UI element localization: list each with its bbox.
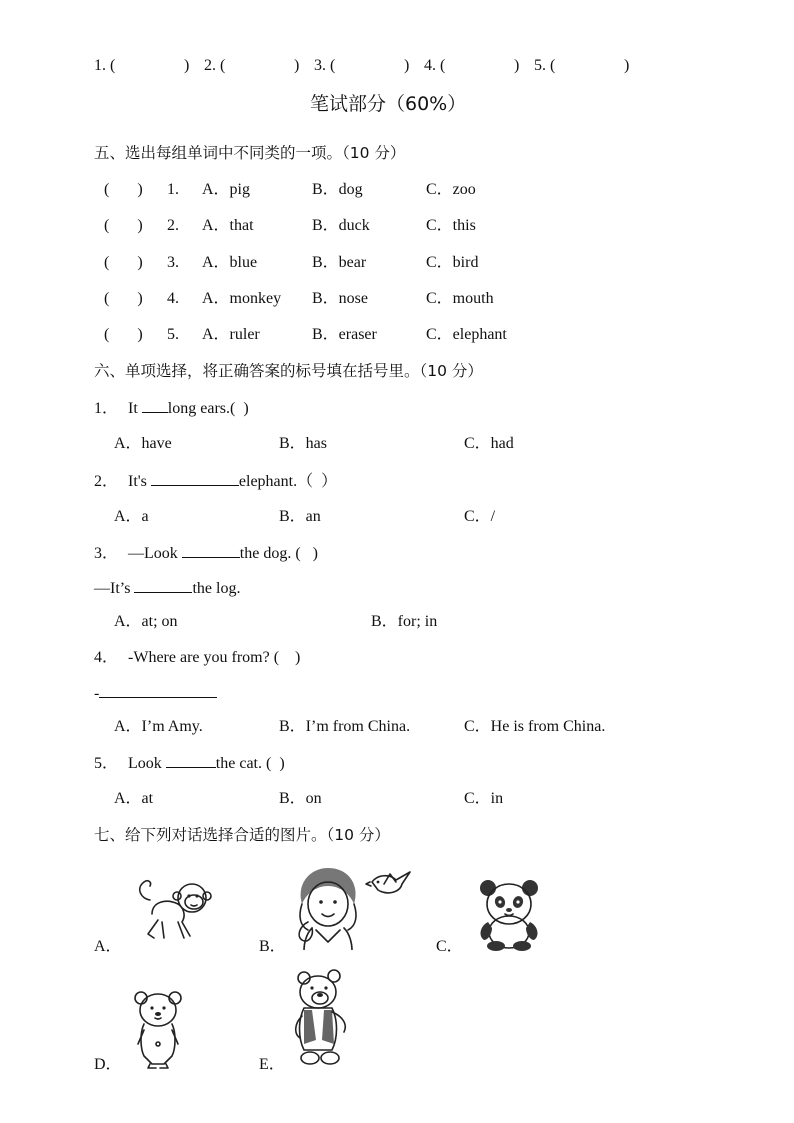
- item-number: 2.: [167, 217, 179, 234]
- picture-label-a: A．: [94, 938, 122, 955]
- picture-label-e: E．: [259, 1056, 285, 1073]
- answer-paren: ( ): [104, 254, 143, 271]
- reply-dash: -: [94, 685, 100, 702]
- answer-3-close: ): [404, 57, 410, 74]
- answer-5-open: 5. (: [534, 57, 556, 74]
- option-b: B．an: [279, 508, 321, 525]
- answer-4-open: 4. (: [424, 57, 446, 74]
- question-number: 2．: [94, 473, 119, 490]
- option-a: A．I’m Amy.: [114, 718, 203, 735]
- option-b: B．has: [279, 435, 328, 452]
- option-c: C．this: [426, 217, 476, 234]
- option-a: A．at; on: [114, 613, 178, 630]
- item-number: 4.: [167, 290, 179, 307]
- question-4: [94, 648, 300, 668]
- bear-with-vest-picture: [290, 968, 352, 1068]
- option-b: B．dog: [312, 181, 363, 198]
- section-5-heading: 五、选出每组单词中不同类的一项。（10 分）: [94, 144, 406, 162]
- question-2: [94, 471, 337, 492]
- answer-paren: ( ): [104, 217, 143, 234]
- answer-1-open: 1. (: [94, 57, 116, 74]
- question-number: 4．: [94, 649, 119, 666]
- question-3: [94, 543, 318, 564]
- question-text-post: the cat. ( ): [215, 755, 285, 772]
- picture-label-d: D．: [94, 1056, 122, 1073]
- question-text-post: long ears.( ): [167, 400, 249, 417]
- option-a: A．ruler: [202, 326, 260, 343]
- option-c: C．in: [464, 790, 504, 807]
- bear-cub-picture: [132, 988, 184, 1070]
- reply-text-pre: —It’s: [94, 580, 135, 597]
- option-b: B．duck: [312, 217, 370, 234]
- answer-2-open: 2. (: [204, 57, 226, 74]
- item-number: 1.: [167, 181, 179, 198]
- monkey-picture: [132, 874, 214, 946]
- answer-1-close: ): [184, 57, 190, 74]
- picture-label-c: C．: [436, 938, 463, 955]
- answer-paren: ( ): [104, 290, 143, 307]
- girl-with-bird-picture: [292, 864, 420, 950]
- fill-blank: [134, 578, 192, 593]
- question-text-pre: It: [128, 400, 142, 417]
- fill-blank: [151, 471, 239, 486]
- answer-3-open: 3. (: [314, 57, 336, 74]
- written-section-title: 笔试部分（60%）: [310, 93, 467, 115]
- option-c: C．elephant: [426, 326, 507, 343]
- item-number: 5.: [167, 326, 179, 343]
- question-text-post: the dog. ( ): [239, 545, 318, 562]
- option-b: B．for; in: [371, 613, 438, 630]
- question-number: 5．: [94, 755, 119, 772]
- option-a: A．that: [202, 217, 254, 234]
- fill-blank: [182, 543, 240, 558]
- answer-paren: ( ): [104, 326, 143, 343]
- question-4-reply: [94, 683, 217, 704]
- option-c: C．zoo: [426, 181, 476, 198]
- fill-blank: [99, 683, 217, 698]
- option-a: A．have: [114, 435, 172, 452]
- option-c: C．/: [464, 508, 496, 525]
- question-text-post: elephant.（ ）: [238, 473, 338, 490]
- panda-picture: [474, 878, 544, 952]
- option-c: C．bird: [426, 254, 479, 271]
- section-7-heading: 七、给下列对话选择合适的图片。（10 分）: [94, 826, 390, 844]
- section-6-heading: 六、单项选择，将正确答案的标号填在括号里。（10 分）: [94, 362, 483, 380]
- question-1: [94, 398, 249, 419]
- answer-2-close: ): [294, 57, 300, 74]
- answer-5-close: ): [624, 57, 630, 74]
- answer-paren: ( ): [104, 181, 143, 198]
- option-a: A．a: [114, 508, 149, 525]
- option-b: B．on: [279, 790, 322, 807]
- picture-label-b: B．: [259, 938, 286, 955]
- option-b: B．eraser: [312, 326, 377, 343]
- reply-text-post: the log.: [192, 580, 241, 597]
- option-a: A．monkey: [202, 290, 282, 307]
- question-3-reply: [94, 578, 240, 599]
- item-number: 3.: [167, 254, 179, 271]
- option-a: A．pig: [202, 181, 251, 198]
- option-a: A．at: [114, 790, 154, 807]
- fill-blank: [142, 398, 168, 413]
- question-5: [94, 753, 285, 774]
- option-c: C．mouth: [426, 290, 494, 307]
- option-b: B．nose: [312, 290, 369, 307]
- option-b: B．I’m from China.: [279, 718, 411, 735]
- option-c: C．He is from China.: [464, 718, 606, 735]
- question-text-pre: —Look: [128, 545, 182, 562]
- fill-blank: [166, 753, 216, 768]
- question-number: 1．: [94, 400, 119, 417]
- question-number: 3．: [94, 545, 119, 562]
- question-text-pre: Look: [128, 755, 166, 772]
- option-c: C．had: [464, 435, 514, 452]
- question-text-pre: It's: [128, 473, 151, 490]
- option-a: A．blue: [202, 254, 258, 271]
- answer-4-close: ): [514, 57, 520, 74]
- option-b: B．bear: [312, 254, 367, 271]
- question-text: -Where are you from? ( ): [128, 649, 301, 666]
